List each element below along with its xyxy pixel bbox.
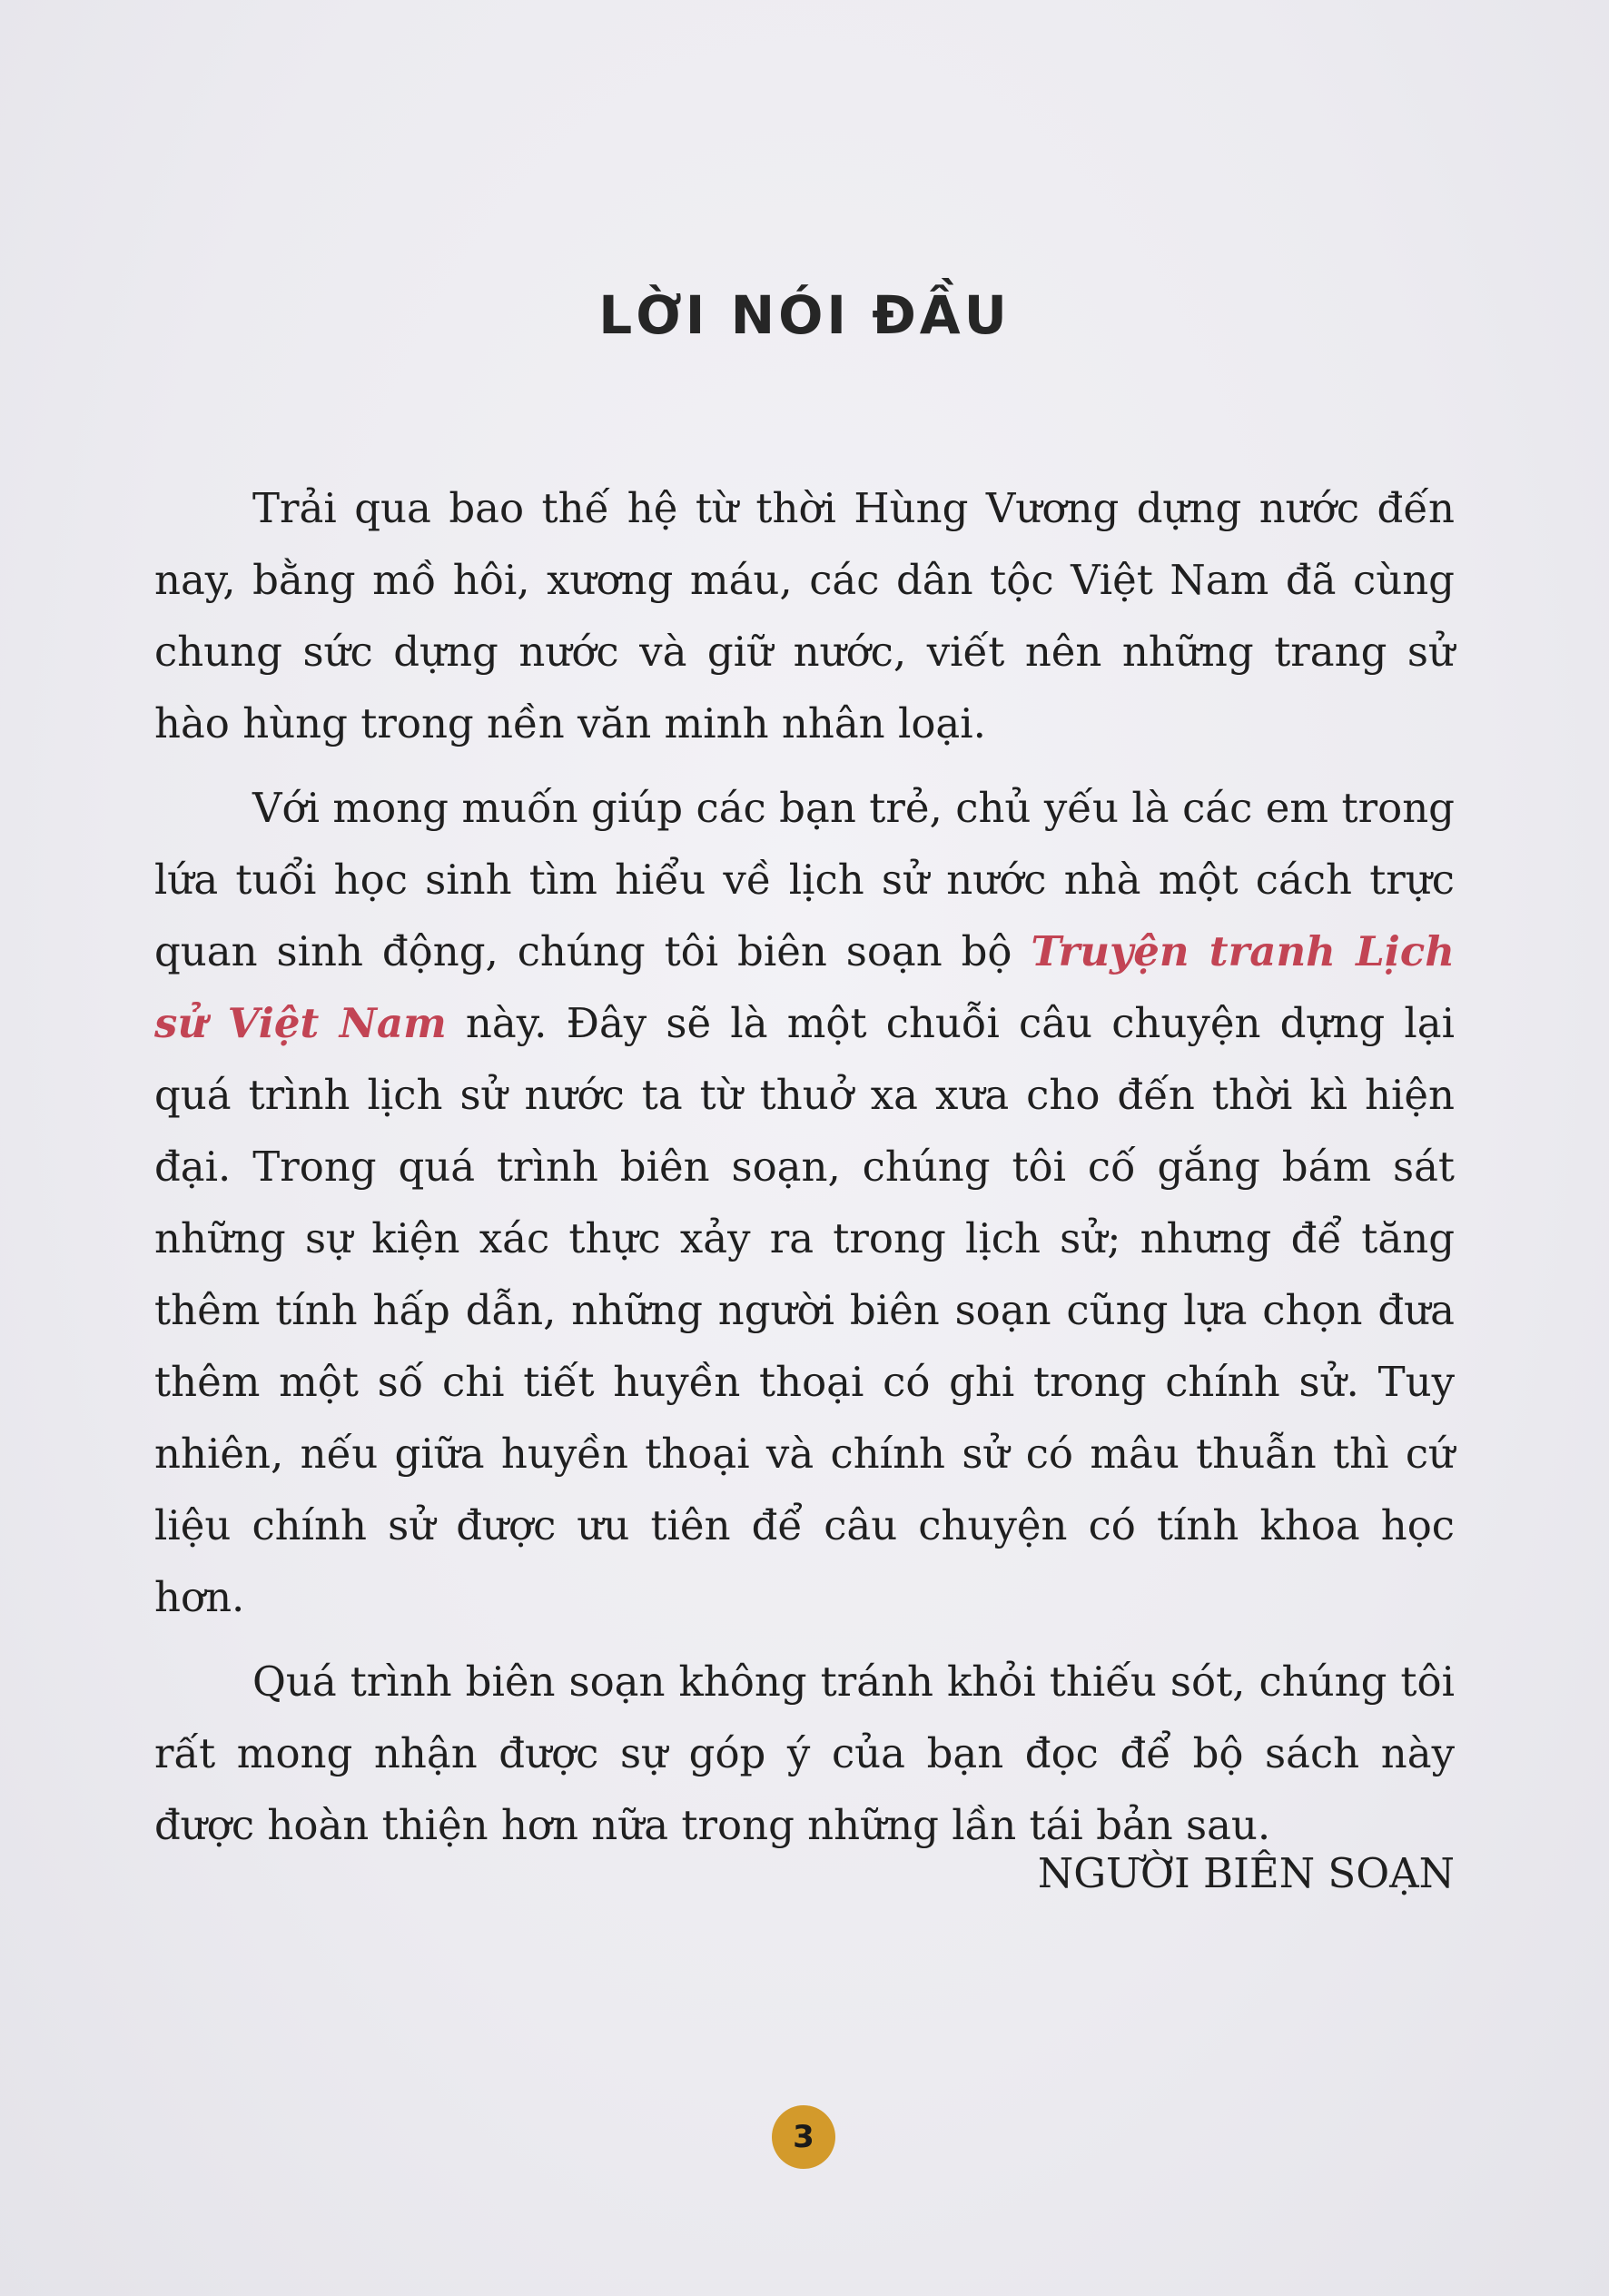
- series-title: Truyện tranh Lịch sử Việt Nam: [154, 927, 1456, 1047]
- page-number: 3: [793, 2119, 814, 2155]
- paragraph-1: Trải qua bao thế hệ từ thời Hùng Vương dựng nước đến nay, bằng mồ hôi, xương máu, các dân tộc Việt Nam đã cùng chung sức dựng nước và giữ nước, viết nên những trang sử hào hùng trong nền văn minh nhân loại.: [154, 484, 1455, 747]
- author-signature: NGƯỜI BIÊN SOẠN: [1037, 1849, 1455, 1897]
- paragraph-2-intro: Với mong muốn giúp các bạn trẻ, chủ yếu là các em trong lứa tuổi học sinh tìm hiểu về lịch sử nước nhà một cách trực quan sinh động, chúng tôi biên soạn bộ: [154, 784, 1455, 975]
- page-heading: LỜI NÓI ĐẦU: [598, 284, 1011, 346]
- paragraph-2-rest: này. Đây sẽ là một chuỗi câu chuyện dựng lại quá trình lịch sử nước ta từ thuở xa xưa cho đến thời kì hiện đại. Trong quá trình biên soạn, chúng tôi cố gắng bám sát những sự kiện xác thực xảy ra trong lịch sử; nhưng để tăng thêm tính hấp dẫn, những người biên soạn cũng lựa chọn đưa thêm một số chi tiết huyền thoại có ghi trong chính sử. Tuy nhiên, nếu giữa huyền thoại và chính sử có mâu thuẫn thì cứ liệu chính sử được ưu tiên để câu chuyện có tính khoa học hơn.: [154, 999, 1455, 1621]
- paragraph-3: Quá trình biên soạn không tránh khỏi thiếu sót, chúng tôi rất mong nhận được sự góp ý của bạn đọc để bộ sách này được hoàn thiện hơn nữa trong những lần tái bản sau.: [154, 1658, 1455, 1849]
- paragraph-2: [154, 772, 1455, 1633]
- page-number-badge: [772, 2105, 835, 2169]
- body-text: [154, 472, 1455, 1874]
